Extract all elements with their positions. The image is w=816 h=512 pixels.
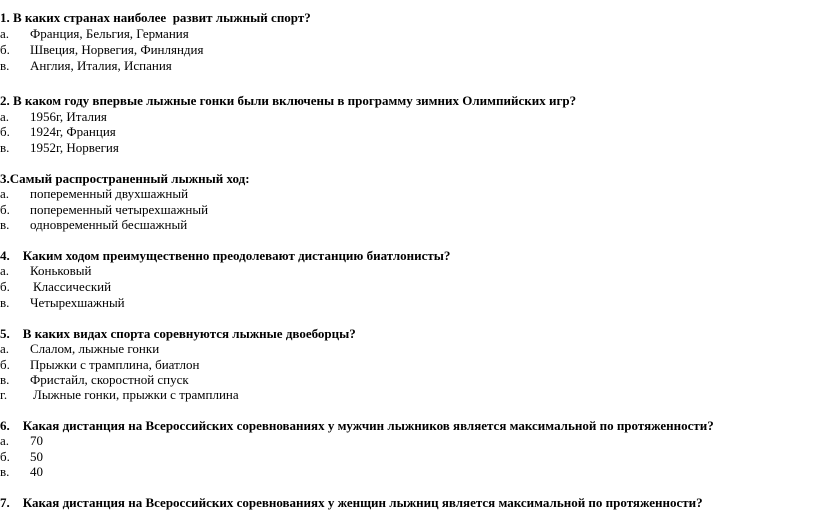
option-letter: а. <box>0 186 10 201</box>
option-letter: а. <box>0 26 10 41</box>
question-5-title: 5. В каких видах спорта соревнуются лыжные двоеборцы? <box>0 326 356 341</box>
question-2-title: 2. В каком году впервые лыжные гонки были включены в программу зимних Олимпийских игр? <box>0 93 577 108</box>
option-letter: а. <box>0 341 10 356</box>
option-letter: в. <box>0 58 10 73</box>
option-text: попеременный двухшажный <box>30 186 189 201</box>
question-3-title: 3.Самый распространенный лыжный ход: <box>0 171 250 186</box>
option-text: Франция, Бельгия, Германия <box>30 26 189 41</box>
option-text: попеременный четырехшажный <box>30 202 209 217</box>
option-letter: в. <box>0 295 10 310</box>
option-letter: б. <box>0 279 10 294</box>
option-letter: б. <box>0 42 10 57</box>
option-letter: в. <box>0 217 10 232</box>
option-text: Фристайл, скоростной спуск <box>30 372 189 387</box>
option-letter: г. <box>0 387 8 402</box>
option-letter: б. <box>0 124 10 139</box>
option-letter: б. <box>0 357 10 372</box>
question-7-title: 7. Какая дистанция на Всероссийских соревнованиях у женщин лыжниц является максимальной по протяженности? <box>0 495 703 510</box>
option-text: Коньковый <box>30 263 92 278</box>
option-text: 1952г, Норвегия <box>30 140 119 155</box>
option-text: 1956г, Италия <box>30 109 107 124</box>
option-text: Слалом, лыжные гонки <box>30 341 160 356</box>
question-6-title: 6. Какая дистанция на Всероссийских соревнованиях у мужчин лыжников является максимальной по протяженности? <box>0 418 714 433</box>
option-text: Англия, Италия, Испания <box>30 58 172 73</box>
option-text: Четырехшажный <box>30 295 125 310</box>
option-letter: б. <box>0 449 10 464</box>
question-4-title: 4. Каким ходом преимущественно преодолевают дистанцию биатлонисты? <box>0 248 451 263</box>
option-text: Швеция, Норвегия, Финляндия <box>30 42 204 57</box>
option-text: 1924г, Франция <box>30 124 116 139</box>
question-1-title: 1. В каких странах наиболее развит лыжный спорт? <box>0 10 311 25</box>
option-letter: в. <box>0 372 10 387</box>
option-text: Классический <box>33 279 112 294</box>
option-text: 70 <box>30 433 43 448</box>
option-text: 50 <box>30 449 43 464</box>
option-letter: а. <box>0 263 10 278</box>
option-text: Прыжки с трамплина, биатлон <box>30 357 200 372</box>
option-letter: в. <box>0 464 10 479</box>
option-letter: б. <box>0 202 10 217</box>
option-letter: в. <box>0 140 10 155</box>
option-letter: а. <box>0 109 10 124</box>
option-text: Лыжные гонки, прыжки с трамплина <box>33 387 239 402</box>
option-text: одновременный бесшажный <box>30 217 188 232</box>
option-letter: а. <box>0 433 10 448</box>
option-text: 40 <box>30 464 43 479</box>
